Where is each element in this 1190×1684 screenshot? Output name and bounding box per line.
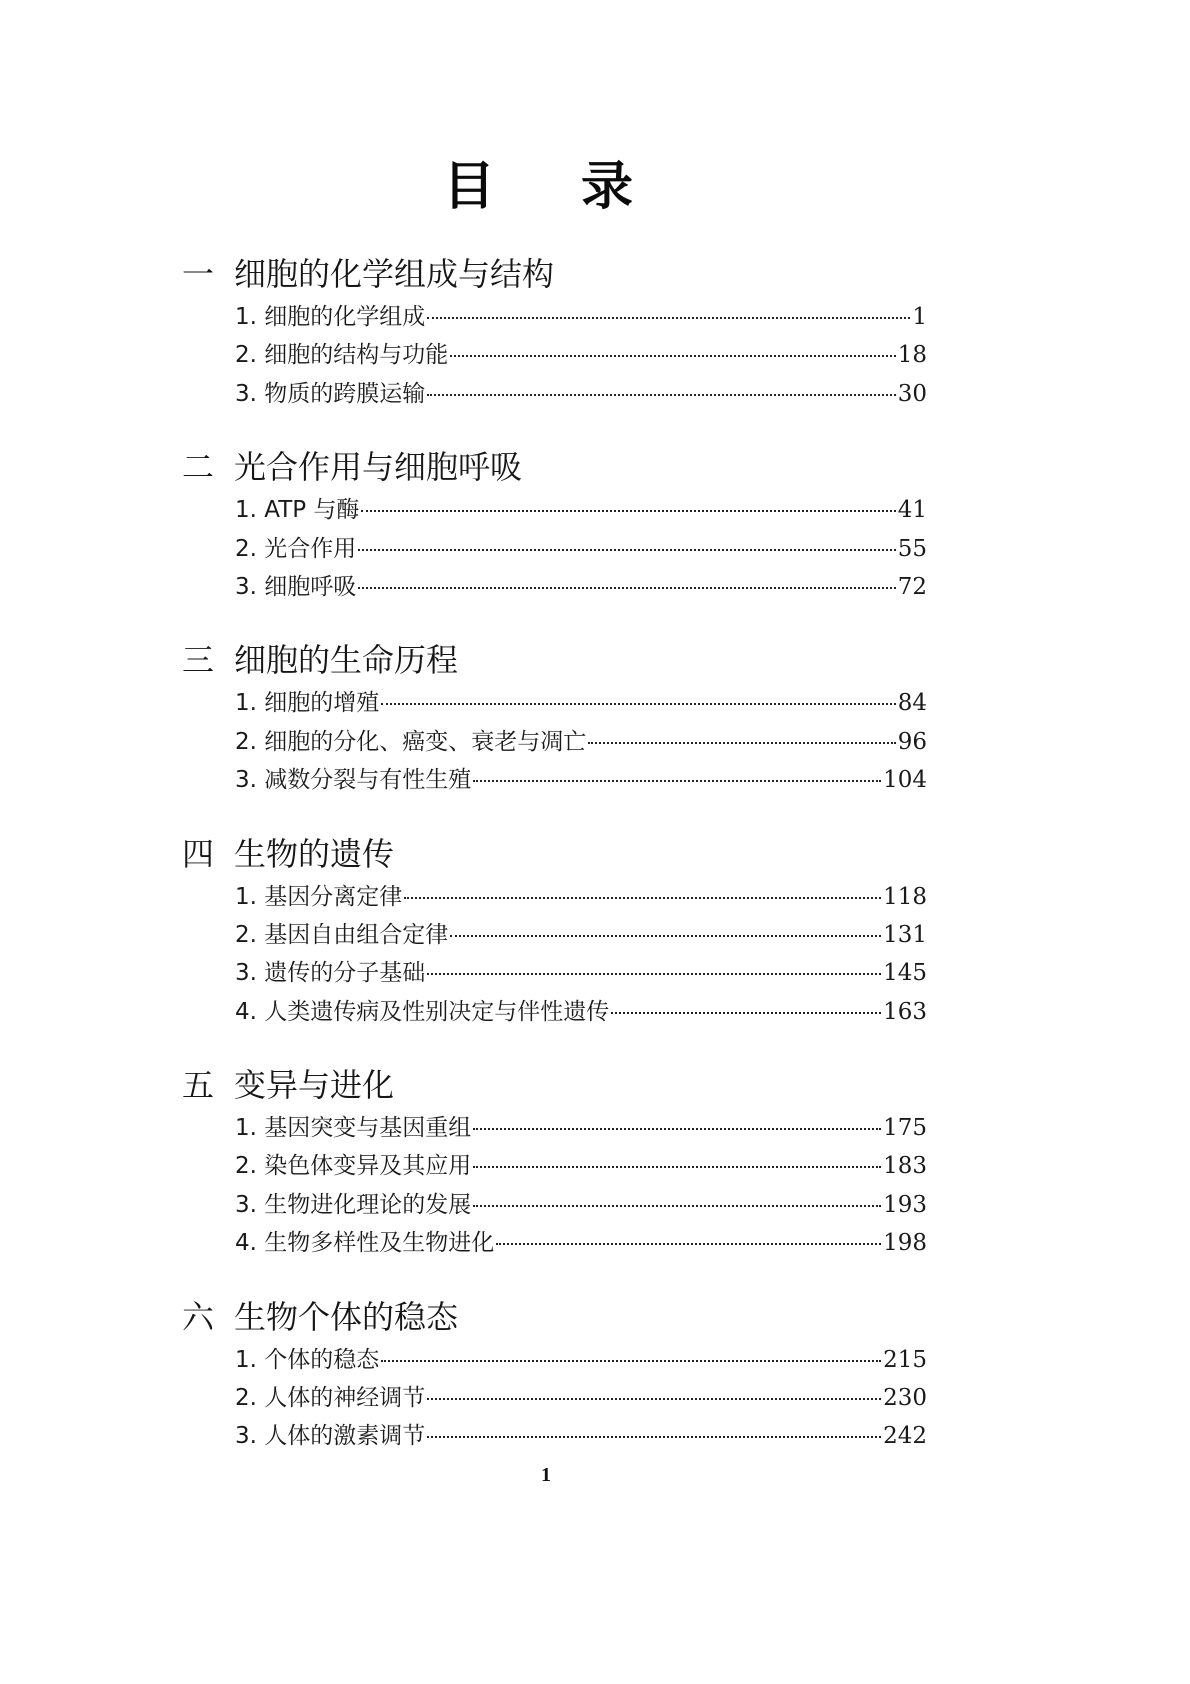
dot-leader <box>427 317 910 319</box>
section-number: 一 <box>182 255 215 293</box>
toc-entry[interactable] <box>235 1417 927 1455</box>
section-heading[interactable] <box>182 250 927 298</box>
section-number: 六 <box>182 1297 215 1336</box>
section-number: 三 <box>182 641 215 680</box>
entry-page-number: 193 <box>883 1191 927 1218</box>
entry-page-number: 131 <box>883 921 927 948</box>
dot-leader <box>427 1398 881 1400</box>
toc-entry[interactable] <box>235 993 927 1031</box>
section-title: 生物个体的稳态 <box>234 1297 459 1336</box>
entry-page-number: 72 <box>897 573 927 600</box>
dot-leader <box>358 587 895 589</box>
entry-page-number: 175 <box>883 1115 927 1142</box>
table-of-contents <box>182 250 927 1486</box>
entry-page-number: 242 <box>883 1423 927 1450</box>
entry-label: 4. 生物多样性及生物进化 <box>235 1230 495 1257</box>
entry-label: 1. 基因分离定律 <box>235 883 403 910</box>
dot-leader <box>361 510 895 512</box>
toc-entry[interactable] <box>235 336 927 374</box>
toc-section <box>182 830 927 1032</box>
entry-page-number: 18 <box>897 342 927 369</box>
section-title: 细胞的化学组成与结构 <box>234 255 555 293</box>
entry-page-number: 1 <box>912 304 927 330</box>
section-heading[interactable] <box>182 830 927 878</box>
entry-label: 1. 个体的稳态 <box>235 1346 380 1373</box>
entry-label: 2. 细胞的结构与功能 <box>235 342 449 369</box>
entry-page-number: 163 <box>883 998 927 1025</box>
toc-section <box>182 443 927 606</box>
section-title: 细胞的生命历程 <box>234 641 459 680</box>
entry-label: 2. 细胞的分化、癌变、衰老与凋亡 <box>235 728 587 755</box>
entry-label: 1. 细胞的增殖 <box>235 690 380 717</box>
page-title: 目 录 <box>442 157 668 217</box>
entry-page-number: 198 <box>883 1230 927 1257</box>
toc-entry[interactable] <box>235 1379 927 1417</box>
toc-entry[interactable] <box>235 491 927 529</box>
toc-section <box>182 1293 927 1456</box>
entry-page-number: 215 <box>883 1346 927 1373</box>
section-heading[interactable] <box>182 1061 927 1109</box>
toc-entry[interactable] <box>235 1147 927 1185</box>
toc-entry[interactable] <box>235 954 927 992</box>
dot-leader <box>473 1128 881 1130</box>
entry-label: 1. ATP 与酶 <box>235 497 360 524</box>
toc-section <box>182 1061 927 1263</box>
dot-leader <box>473 780 881 782</box>
entry-label: 4. 人类遗传病及性别决定与伴性遗传 <box>235 998 610 1025</box>
dot-leader <box>450 935 881 937</box>
entry-label: 3. 遗传的分子基础 <box>235 960 426 987</box>
section-number: 二 <box>182 448 215 487</box>
dot-leader <box>496 1243 881 1245</box>
dot-leader <box>473 1205 881 1207</box>
dot-leader <box>611 1012 881 1014</box>
entry-page-number: 230 <box>883 1385 927 1412</box>
toc-entry[interactable] <box>235 1109 927 1147</box>
toc-entry[interactable] <box>235 878 927 916</box>
entry-page-number: 96 <box>897 728 927 755</box>
dot-leader <box>358 549 895 551</box>
dot-leader <box>404 897 881 899</box>
entry-label: 2. 染色体变异及其应用 <box>235 1153 472 1180</box>
entry-label: 2. 人体的神经调节 <box>235 1385 426 1412</box>
entry-label: 3. 生物进化理论的发展 <box>235 1191 472 1218</box>
toc-entry[interactable] <box>235 568 927 606</box>
dot-leader <box>427 394 895 396</box>
entry-label: 3. 人体的激素调节 <box>235 1423 426 1450</box>
toc-entry[interactable] <box>235 916 927 954</box>
entry-page-number: 41 <box>897 497 927 524</box>
entry-label: 1. 细胞的化学组成 <box>235 304 426 330</box>
dot-leader <box>381 703 895 705</box>
dot-leader <box>450 355 895 357</box>
toc-entry[interactable] <box>235 1341 927 1379</box>
toc-entry[interactable] <box>235 1186 927 1224</box>
section-number: 四 <box>182 834 215 873</box>
dot-leader <box>427 973 881 975</box>
section-heading[interactable] <box>182 443 927 491</box>
entry-page-number: 104 <box>883 767 927 794</box>
toc-entry[interactable] <box>235 375 927 413</box>
entry-page-number: 145 <box>883 960 927 987</box>
toc-entry[interactable] <box>235 723 927 761</box>
entry-page-number: 84 <box>897 690 927 717</box>
toc-entry[interactable] <box>235 530 927 568</box>
entry-label: 1. 基因突变与基因重组 <box>235 1115 472 1142</box>
section-heading[interactable] <box>182 1293 927 1341</box>
toc-entry[interactable] <box>235 298 927 336</box>
section-title: 光合作用与细胞呼吸 <box>234 448 523 487</box>
entry-page-number: 183 <box>883 1153 927 1180</box>
toc-entry[interactable] <box>235 684 927 722</box>
entry-label: 3. 减数分裂与有性生殖 <box>235 767 472 794</box>
entry-page-number: 55 <box>897 535 927 562</box>
dot-leader <box>473 1166 881 1168</box>
toc-entry[interactable] <box>235 1224 927 1262</box>
toc-entry[interactable] <box>235 761 927 799</box>
section-number: 五 <box>182 1066 215 1105</box>
dot-leader <box>427 1436 881 1438</box>
entry-page-number: 30 <box>897 380 927 407</box>
entry-label: 2. 光合作用 <box>235 535 357 562</box>
toc-section <box>182 250 927 413</box>
section-title: 生物的遗传 <box>234 834 395 873</box>
section-heading[interactable] <box>182 636 927 684</box>
entry-page-number: 118 <box>883 883 927 910</box>
section-title: 变异与进化 <box>234 1066 395 1105</box>
entry-label: 2. 基因自由组合定律 <box>235 921 449 948</box>
entry-label: 3. 细胞呼吸 <box>235 573 357 600</box>
footer-page-number: 1 <box>541 1464 551 1486</box>
dot-leader <box>381 1360 881 1362</box>
dot-leader <box>588 742 895 744</box>
toc-section <box>182 636 927 799</box>
entry-label: 3. 物质的跨膜运输 <box>235 380 426 407</box>
